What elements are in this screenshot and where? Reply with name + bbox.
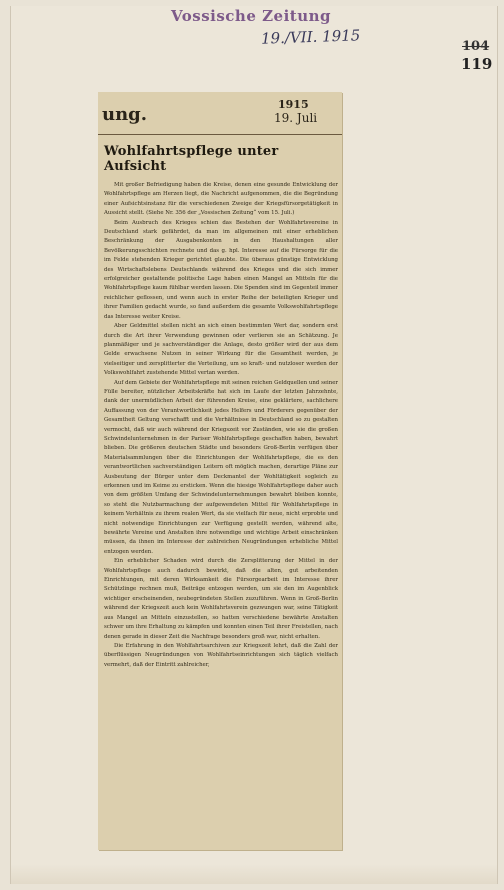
masthead-date: 19. Juli [274,111,318,125]
masthead-year: 1915 [278,98,309,111]
article-paragraph: Aber Geldmittel stellen nicht an sich einen bestimmten Wert dar, sondern erst durch die Art ihrer Verwendung gewinnen oder verlieren sie an Schätzung. Je planmäßiger und je sachverständiger die Anlage, desto größer wird der aus dem Gelde erwachsene Nutzen in seiner Wirkung für die Gesamtheit werden, je vielseitiger und zersplitterter die Verteilung, um so kraft- und nutzloser werden der Volkswohlfahrt zustehende Mittel vertan werden. [104,323,338,377]
article-paragraph: Ein erheblicher Schaden wird durch die Zersplitterung der Mittel in der Wohlfahrtspflege auch dadurch bewirkt, daß die alten, gut arbeitenden Einrichtungen, mit deren Wirksamkeit die Fürsorgearbeit im Interesse ihrer Schützlinge rechnen muß, Beiträge entzogen werden, um sie den im Augenblick wichtiger erscheinenden, neubegründeten Stellen zuzuführen. Wenn in Groß-Berlin während der Kriegszeit auch kein Wohlfahrtsverein gezwungen war, seine Tätigkeit aus Mangel an Mitteln einzustellen, so hatten verschiedene bewährte Anstalten schwer um ihre Erhaltung zu kämpfen und konnten einen Teil ihrer Freistellen, nach denen gerade in dieser Zeit die Nachfrage besonders groß war, nicht erhalten. [104,558,338,640]
page-number-new: 119 [461,55,493,73]
article-paragraph: Auf dem Gebiete der Wohlfahrtspflege mit seinen reichen Geldquellen und seiner Fülle bereiter, nützlicher Arbeitskräfte hat sich im Laufe der letzten Jahrzehnte, dank der unermüdlichen Arbeit der führenden Kreise, eine geklärtere, sachlichere Auffassung von der Verantwortlichkeit jedes Helfers und Förderers gegenüber der Gesamtheit Geltung verschafft und die Verhältnisse in Deutschland so zu gestalten vermocht, daß wir auch während der Kriegszeit vor Zuständen, wie sie die großen Schwindelunternehmen in der Pariser Wohlfahrtspflege geschaffen haben, bewahrt blieben. Die größeren deutschen Städte und besonders Groß-Berlin verfügen über Materialsammlungen über die Einrichtungen der Wohlfahrtspflege, die es den verantwortlichen sachverständigen Leitern oft möglich machen, derartige Pläne zur Ausbeutung der Bürger unter dem Deckmantel der Wohltätigkeit sogleich zu erkennen und im Keime zu ersticken. Wenn die hiesige Wohlfahrtspflege daher auch von dem größten Umfang der Schwindelunternehmungen bewahrt bleiben konnte, so steht die Nutzbarmachung der aufgewendeten Mittel für Wohlfahrtspflege in keinem Verhältnis zu ihrem realen Wert, da sie vielfach für neue, nicht erprobte und nicht notwendige Einrichtungen zur Verfügung gestellt werden, während alte, bewährte Vereine und Anstalten ihre notwendige und wichtige Arbeit einschränken müssen, da ihnen im Interesse der zahlreichen Neugründungen erhebliche Mittel entzogen werden. [104,379,338,555]
newspaper-clipping [98,92,342,850]
article-title: Wohlfahrtspflege unter Aufsicht [104,144,279,174]
clipping-masthead [98,92,342,135]
article-paragraph: Die Erfahrung in den Wohlfahrtsarchiven zur Kriegszeit lehrt, daß die Zahl der überflüssigen Neugründungen von Wohlfahrtseinrichtungen sich täglich vielfach vermehrt, daß der Eintritt zahlreicher, [104,642,338,668]
article-body [104,144,338,670]
handwritten-date: 19./VII. 1915 [260,26,361,48]
masthead-fragment: ung. [102,104,148,125]
page-number-old: 104 [462,39,490,54]
archive-stamp: Vossische Zeitung [171,7,332,25]
paper-edge [11,864,497,884]
article-paragraph: Beim Ausbruch des Krieges schien das Bestehen der Wohlfahrtsvereine in Deutschland stark gefährdet, da man im allgemeinen mit einer erheblichen Beschränkung der Ausgabenkonten in den Haushaltungen aller Bevölkerungsschichten rechnete und das g. hpl. Interesse auf die Fürsorge für die im Felde stehenden Krieger gerichtet glaubte. Die überaus günstige Entwicklung des Wirtschaftslebens Deutschlands während des Krieges und die sich immer erfolgreicher gestaltende politische Lage haben einen Mangel an Mitteln für die Wohlfahrtspflege kaum fühlbar werden lassen. Die Spenden sind im Gegenteil immer reichlicher geflossen, und wenn auch in erster Reihe der beteiligten Krieger und ihrer Familien gedacht wurde, so fand außerdem die gesamte Volkswohlfahrtspflege das Interesse weiter Kreise. [104,219,338,320]
article-paragraph: Mit großer Befriedigung haben die Kreise, denen eine gesunde Entwicklung der Wohlfahrtspflege am Herzen liegt, die Nachricht aufgenommen, die die Begründung einer Aufsichtsinstanz für die verschiedenen Zweige der Kriegsfürsorgetätigkeit in Aussicht stellt. (Siehe Nr. 356 der „Vossischen Zeitung“ vom 15. Juli.) [104,182,338,217]
